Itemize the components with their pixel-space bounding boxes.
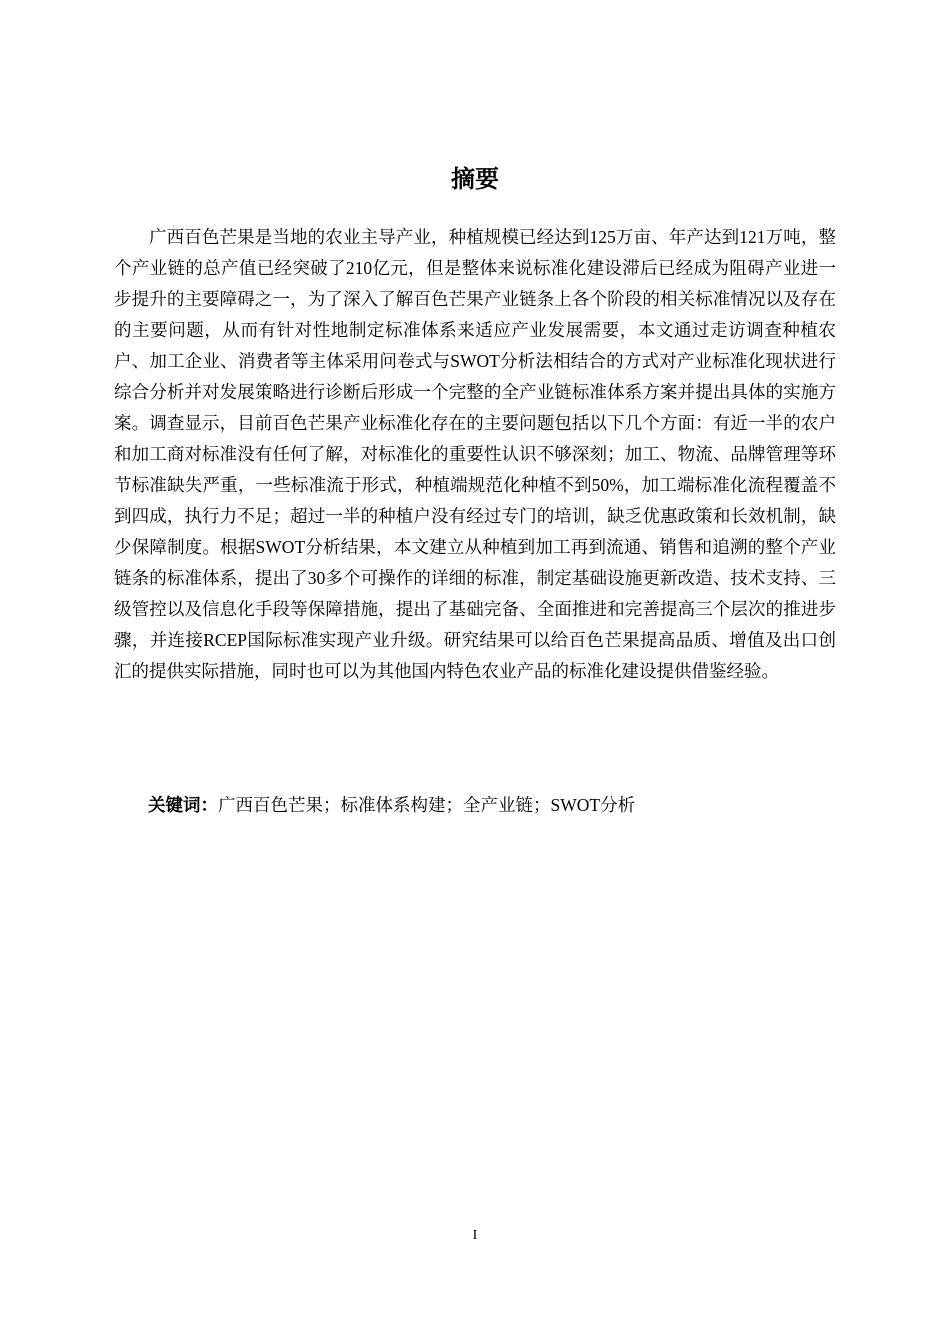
keywords-label: 关键词： xyxy=(148,795,218,815)
keywords-line xyxy=(148,790,838,821)
abstract-body: 广西百色芒果是当地的农业主导产业，种植规模已经达到125万亩、年产达到121万吨，整个产业链的总产值已经突破了210亿元，但是整体来说标准化建设滞后已经成为阻碍产业进一步提升的主要障碍之一，为了深入了解百色芒果产业链条上各个阶段的相关标准情况以及存在的主要问题，从而有针对性地制定标准体系来适应产业发展需要，本文通过走访调查种植农户、加工企业、消费者等主体采用问卷式与SWOT分析法相结合的方式对产业标准化现状进行综合分析并对发展策略进行诊断后形成一个完整的全产业链标准体系方案并提出具体的实施方案。调查显示，目前百色芒果产业标准化存在的主要问题包括以下几个方面：有近一半的农户和加工商对标准没有任何了解，对标准化的重要性认识不够深刻；加工、物流、品牌管理等环节标准缺失严重，一些标准流于形式，种植端规范化种植不到50%，加工端标准化流程覆盖不到四成，执行力不足；超过一半的种植户没有经过专门的培训，缺乏优惠政策和长效机制，缺少保障制度。根据SWOT分析结果，本文建立从种植到加工再到流通、销售和追溯的整个产业链条的标准体系，提出了30多个可操作的详细的标准，制定基础设施更新改造、技术支持、三级管控以及信息化手段等保障措施，提出了基础完备、全面推进和完善提高三个层次的推进步骤，并连接RCEP国际标准实现产业升级。研究结果可以给百色芒果提高品质、增值及出口创汇的提供实际措施，同时也可以为其他国内特色农业产品的标准化建设提供借鉴经验。 xyxy=(114,227,836,681)
page-number: I xyxy=(472,1228,478,1243)
keywords-text: 广西百色芒果；标准体系构建；全产业链；SWOT分析 xyxy=(218,795,636,815)
abstract-title: 摘要 xyxy=(451,166,499,193)
